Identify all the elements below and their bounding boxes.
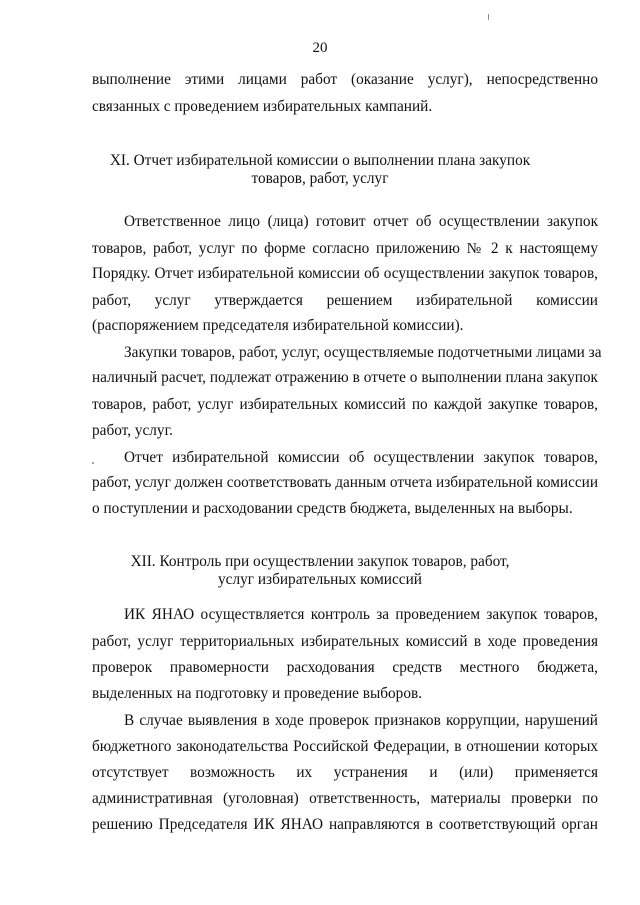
- text-line: о поступлении и расходовании средств бюджета, выделенных на выборы.: [92, 500, 573, 517]
- text-line: Ответственное лицо (лица) готовит отчет об осуществлении закупок: [124, 213, 598, 230]
- section-xii-heading: XII. Контроль при осуществлении закупок товаров, работ,: [130, 553, 510, 570]
- text-line: Закупки товаров, работ, услуг, осуществляемые подотчетными лицами за: [124, 344, 602, 361]
- text-line: бюджетного законодательства Российской Федерации, в отношении которых: [92, 738, 598, 755]
- scan-speck: [92, 462, 94, 464]
- text-line: товаров, работ, услуг по форме согласно приложению № 2 к настоящему: [92, 240, 598, 257]
- text-line: Порядку. Отчет избирательной комиссии об осуществлении закупок товаров,: [92, 265, 598, 282]
- section-xi-heading: XI. Отчет избирательной комиссии о выполнении плана закупок: [109, 152, 531, 169]
- text-line: связанных с проведением избирательных кампаний.: [92, 98, 433, 115]
- text-line: отсутствует возможность их устранения и (или) применяется: [92, 764, 598, 781]
- text-line: административная (уголовная) ответственность, материалы проверки по: [92, 790, 598, 807]
- section-xi-heading: товаров, работ, услуг: [251, 170, 389, 187]
- text-line: работ, услуг должен соответствовать данным отчета избирательной комиссии: [92, 474, 599, 491]
- page-number: 20: [312, 40, 328, 56]
- text-line: проверок правомерности расходования средств местного бюджета,: [92, 659, 598, 676]
- text-line: выделенных на подготовку и проведение выборов.: [92, 685, 423, 702]
- text-line: работ, услуг.: [92, 422, 173, 439]
- text-line: В случае выявления в ходе проверок признаков коррупции, нарушений: [124, 712, 598, 729]
- text-line: наличный расчет, подлежат отражению в отчете о выполнении плана закупок: [92, 369, 598, 386]
- text-line: (распоряжением председателя избирательной комиссии).: [92, 317, 464, 334]
- scan-speck: [488, 14, 489, 20]
- text-line: работ, услуг утверждается решением избирательной комиссии: [92, 292, 598, 309]
- text-line: решению Председателя ИК ЯНАО направляются в соответствующий орган: [92, 816, 598, 833]
- text-line: работ, услуг территориальных избирательных комиссий в ходе проведения: [92, 633, 598, 650]
- text-line: выполнение этими лицами работ (оказание услуг), непосредственно: [92, 71, 598, 88]
- text-line: ИК ЯНАО осуществляется контроль за проведением закупок товаров,: [124, 606, 598, 623]
- text-line: товаров, работ, услуг избирательных комиссий по каждой закупке товаров,: [92, 396, 598, 413]
- section-xii-heading: услуг избирательных комиссий: [218, 571, 422, 588]
- text-line: Отчет избирательной комиссии об осуществлении закупок товаров,: [124, 449, 598, 466]
